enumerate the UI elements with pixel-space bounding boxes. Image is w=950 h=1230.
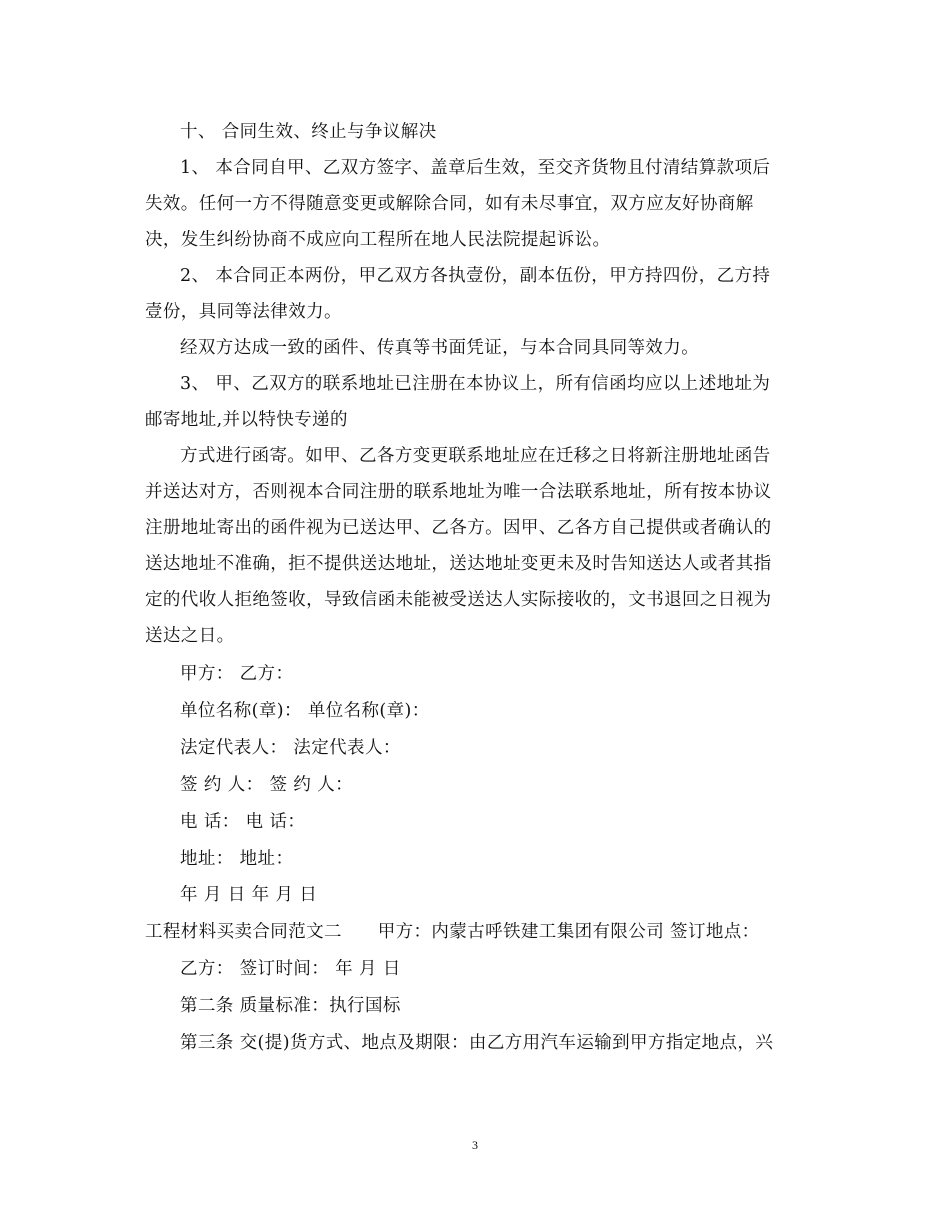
text-line: 送达地址不准确，拒不提供送达地址，送达地址变更未及时告知送达人或者其指 <box>145 554 772 574</box>
signature-date-line: 年 月 日 年 月 日 <box>180 885 318 905</box>
contract-title-line: 工程材料买卖合同范文二 甲方：内蒙古呼铁建工集团有限公司 签订地点： <box>145 922 760 942</box>
text-line: 并送达对方，否则视本合同注册的联系地址为唯一合法联系地址，所有按本协议 <box>145 482 772 502</box>
text-line: 3、 甲、乙双方的联系地址已注册在本协议上，所有信函均应以上述地址为 <box>180 374 771 394</box>
text-line: 定的代收人拒绝签收，导致信函未能被受送达人实际接收的，文书退回之日视为 <box>145 590 772 610</box>
text-line: 1、 本合同自甲、乙双方签字、盖章后生效，至交齐货物且付清结算款项后 <box>180 158 771 178</box>
text-line: 经双方达成一致的函件、传真等书面凭证，与本合同具同等效力。 <box>180 338 700 358</box>
text-line: 送达之日。 <box>145 626 235 646</box>
text-line: 2、 本合同正本两份，甲乙双方各执壹份，副本伍份，甲方持四份，乙方持 <box>180 266 771 286</box>
text-line: 注册地址寄出的函件视为已送达甲、乙各方。因甲、乙各方自己提供或者确认的 <box>145 518 772 538</box>
signature-phone-line: 电 话： 电 话： <box>180 812 306 832</box>
signature-signer-line: 签 约 人： 签 约 人： <box>180 775 354 795</box>
signature-unit-line: 单位名称(章)： 单位名称(章)： <box>180 701 430 721</box>
signature-representative-line: 法定代表人： 法定代表人： <box>180 738 401 758</box>
text-line: 邮寄地址,并以特快专递的 <box>145 410 348 430</box>
text-line: 乙方： 签订时间： 年 月 日 <box>180 959 401 979</box>
signature-address-line: 地址： 地址： <box>180 849 294 869</box>
text-line: 决，发生纠纷协商不成应向工程所在地人民法院提起诉讼。 <box>145 230 611 250</box>
article-line: 第三条 交(提)货方式、地点及期限：由乙方用汽车运输到甲方指定地点，兴 <box>180 1033 774 1053</box>
page-number: 3 <box>472 1138 478 1152</box>
article-line: 第二条 质量标准：执行国标 <box>180 996 401 1016</box>
signature-party-line: 甲方： 乙方： <box>180 664 294 684</box>
section-heading: 十、 合同生效、终止与争议解决 <box>180 122 437 142</box>
text-line: 壹份，具同等法律效力。 <box>145 302 342 322</box>
text-line: 方式进行函寄。如甲、乙各方变更联系地址应在迁移之日将新注册地址函告 <box>180 446 771 466</box>
text-line: 失效。任何一方不得随意变更或解除合同，如有未尽事宜，双方应友好协商解 <box>145 194 754 214</box>
